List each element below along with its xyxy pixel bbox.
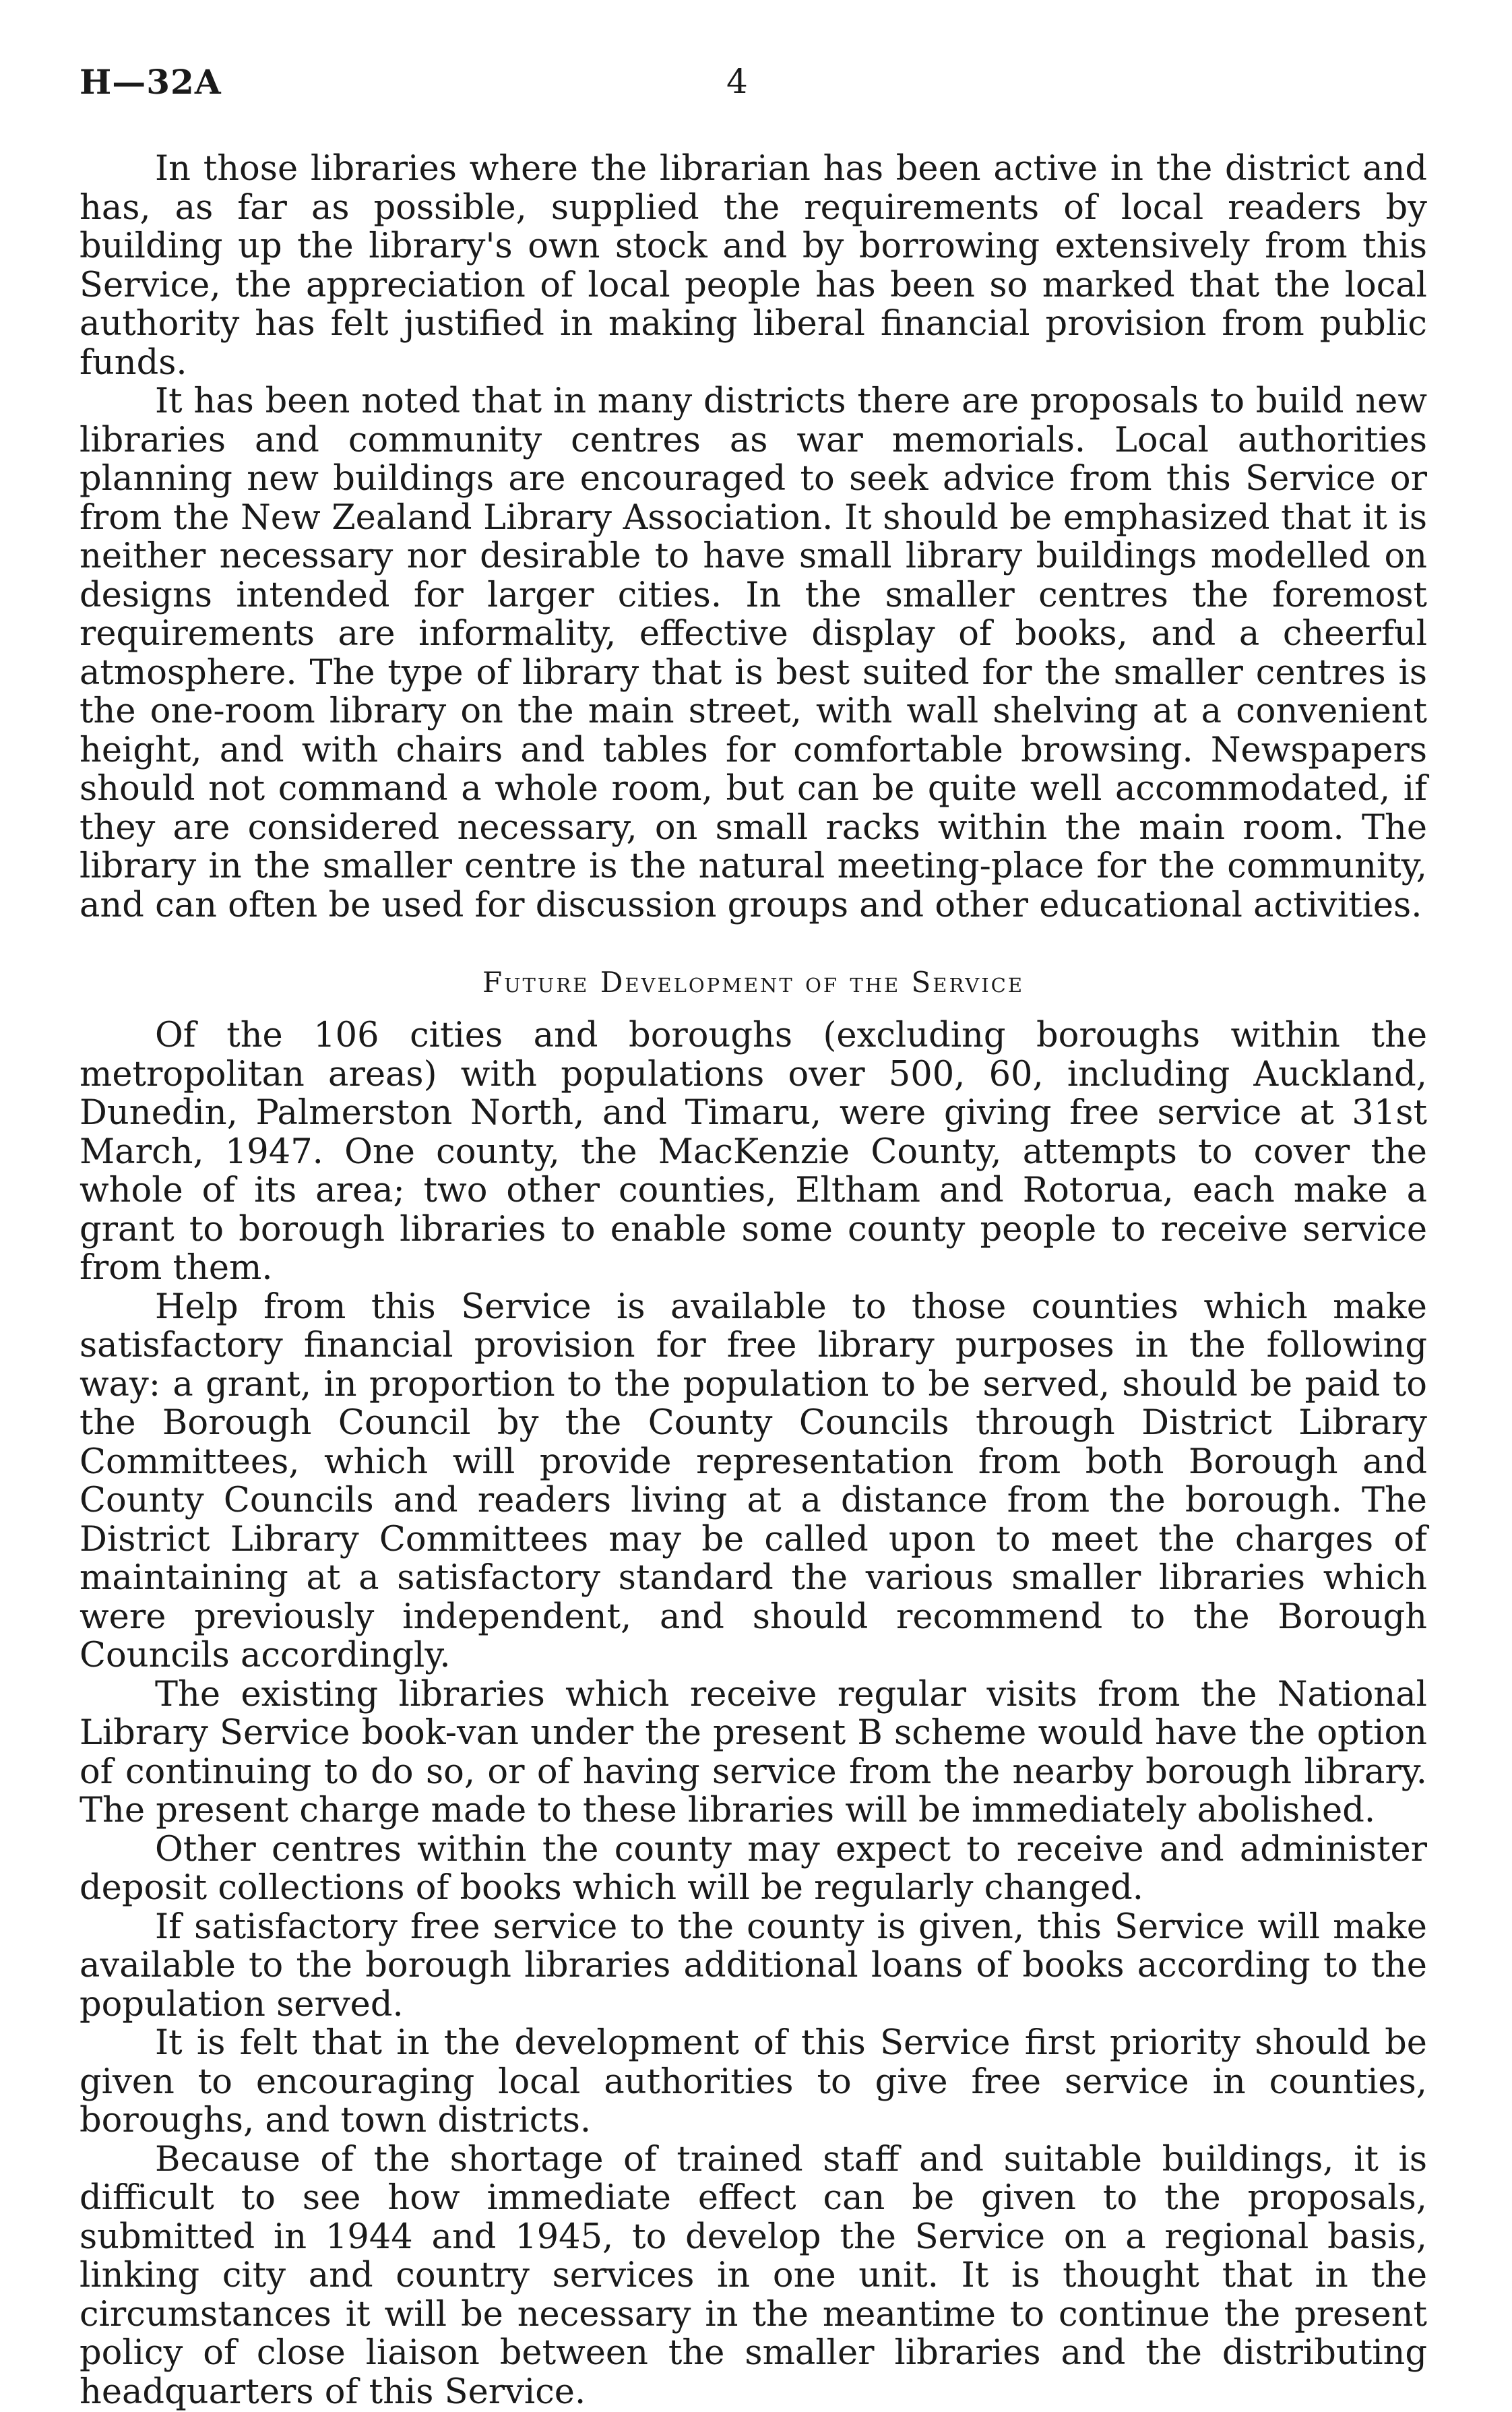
paragraph: If satisfactory free service to the county is given, this Service will make available to the borough libraries additional loans of books according to the population served.: [80, 1907, 1427, 2024]
paragraph: In those libraries where the librarian has been active in the district and has, as far as possible, supplied the requirements of local readers by building up the library's own stock and by borrowing extensively from this Service, the appreciation of local people has been so marked that the local authority has felt justified in making liberal financial provision from public funds.: [80, 149, 1427, 383]
paragraph: It is felt that in the development of this Service first priority should be given to encouraging local authorities to give free service in counties, boroughs, and town districts.: [80, 2023, 1427, 2140]
body-text: [80, 150, 1427, 2411]
paragraph: Other centres within the county may expect to receive and administer deposit collections of books which will be regularly changed.: [80, 1829, 1427, 1908]
page-number: 4: [726, 62, 748, 101]
document-page: [80, 0, 1427, 2412]
section-heading: Future Development of the Service: [482, 966, 1025, 999]
paragraph: Help from this Service is available to those counties which make satisfactory financial provision for free library purposes in the following way: a grant, in proportion to the population to be served, should be paid to the Borough Council by the County Councils through District Library Committees, which will provide representation from both Borough and County Councils and readers living at a distance from the borough. The District Library Committees may be called upon to meet the charges of maintaining at a satisfactory standard the various smaller libraries which were previously independent, and should recommend to the Borough Councils accordingly.: [80, 1287, 1427, 1675]
document-reference: H—32A: [80, 62, 222, 102]
paragraph: Because of the shortage of trained staff and suitable buildings, it is difficult to see how immediate effect can be given to the proposals, submitted in 1944 and 1945, to develop the Service on a regional basis, linking city and country services in one unit. It is thought that in the circumstances it will be necessary in the meantime to continue the present policy of close liaison between the smaller libraries and the distributing headquarters of this Service.: [80, 2139, 1427, 2412]
paragraph: It has been noted that in many districts there are proposals to build new libraries and community centres as war memorials. Local authorities planning new buildings are encouraged to seek advice from this Service or from the New Zealand Library Association. It should be emphasized that it is neither necessary nor desirable to have small library buildings modelled on designs intended for larger cities. In the smaller centres the foremost requirements are informality, effective display of books, and a cheerful atmosphere. The type of library that is best suited for the smaller centres is the one-room library on the main street, with wall shelving at a convenient height, and with chairs and tables for comfortable browsing. Newspapers should not command a whole room, but can be quite well accommodated, if they are considered necessary, on small racks within the main room. The library in the smaller centre is the natural meeting-place for the community, and can often be used for discussion groups and other educational activities.: [80, 381, 1427, 925]
paragraph: Of the 106 cities and boroughs (excluding boroughs within the metropolitan areas) with populations over 500, 60, including Auckland, Dunedin, Palmerston North, and Timaru, were giving free service at 31st March, 1947. One county, the MacKenzie County, attempts to cover the whole of its area; two other counties, Eltham and Rotorua, each make a grant to borough libraries to enable some county people to receive service from them.: [80, 1016, 1427, 1288]
paragraph: The existing libraries which receive regular visits from the National Library Service book-van under the present B scheme would have the option of continuing to do so, or of having service from the nearby borough library. The present charge made to these libraries will be immediately abolished.: [80, 1674, 1427, 1830]
page-header: [80, 62, 1427, 116]
